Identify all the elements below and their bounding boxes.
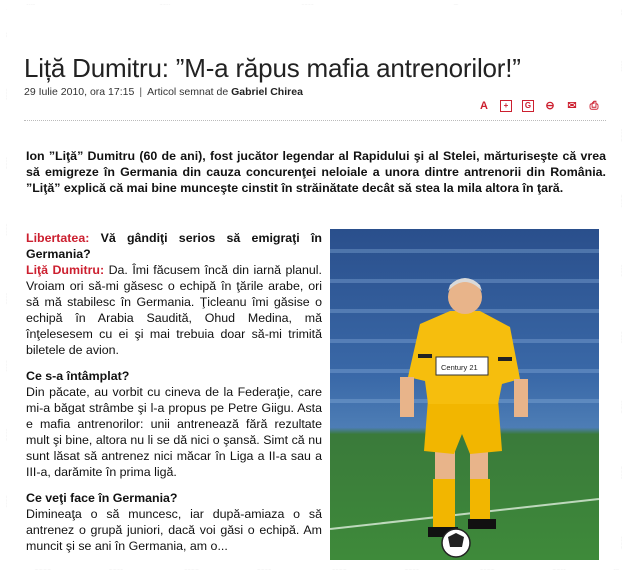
article-meta [24,86,303,98]
article-toolbar [478,100,600,112]
player-figure [400,278,528,537]
answer-text: Din păcate, au vorbit cu cineva de la Federaţie, care mi-a băgat strâmbe şi l-a propus pe Petre Giigu. Asta e mafia antrenorilor: unii antrenează fără rezultate mult şi bine, altora nu li se dă nici o şansă. Simt că nu sunt lăsat să antrenez nici măcar în Liga a II-a sau a III-a, darămite în prima ligă. [26,385,322,479]
footballer-illustration [330,229,599,560]
question-speaker: Libertatea: [26,231,90,245]
question-text: Vă gândiţi serios să emigraţi în Germania? [26,231,322,261]
article-lead: Ion ”Liţă” Dumitru (60 de ani), fost jucător legendar al Rapidului şi al Stelei, mărturiseşte că vrea să emigreze în Germania din cauza concurenţei neloiale a unora dintre antrenorii din România. ”Liţă” explică că mai bine munceşte cinstit în străinătate decât să stea la mila altora în ţară. [26,149,606,195]
page-title: Liță Dumitru: ”M-a răpus mafia antrenorilor!” [24,53,521,84]
author-link[interactable]: Gabriel Chirea [231,86,303,98]
qa-block [26,490,322,554]
meta-separator: | [139,86,143,98]
question-text: Ce s-a întâmplat? [26,369,130,383]
google-icon[interactable]: G [522,100,534,112]
jersey-sponsor-text: Century 21 [441,363,478,372]
byline-prefix: Articol semnat de [147,86,229,98]
article-photo [330,229,599,560]
email-icon[interactable]: ✉ [567,100,577,112]
answer-text: Dimineaţa o să muncesc, iar după-amiaza o să antrenez o grupă juniori, dacă voi găsi o echipă. Am muncit şi se ani în Germania, am o... [26,507,322,553]
qa-block [26,230,322,358]
answer-speaker: Liţă Dumitru: [26,263,105,277]
qa-block [26,368,322,480]
font-size-icon[interactable]: A [480,100,488,112]
add-icon[interactable]: + [500,100,512,112]
article-date: 29 Iulie 2010, ora 17:15 [24,86,135,98]
divider [24,120,606,121]
answer-text: Da. Îmi făcusem încă din iarnă planul. Vroiam ori să-mi găsesc o echipă în ţările arabe, ori să mă stabilesc în Germania. Ţicleanu îmi găsise o echipă în Arabia Saudită, Ohud Medina, mă înţelesesem cu ei şi mai trebuia doar să-mi trimită biletele de avion. [26,263,322,357]
question-text: Ce veţi face în Germania? [26,491,178,505]
article-body [26,230,322,564]
print-preview-icon[interactable]: ⊖ [545,100,555,112]
print-icon[interactable]: ⎙ [589,100,599,112]
